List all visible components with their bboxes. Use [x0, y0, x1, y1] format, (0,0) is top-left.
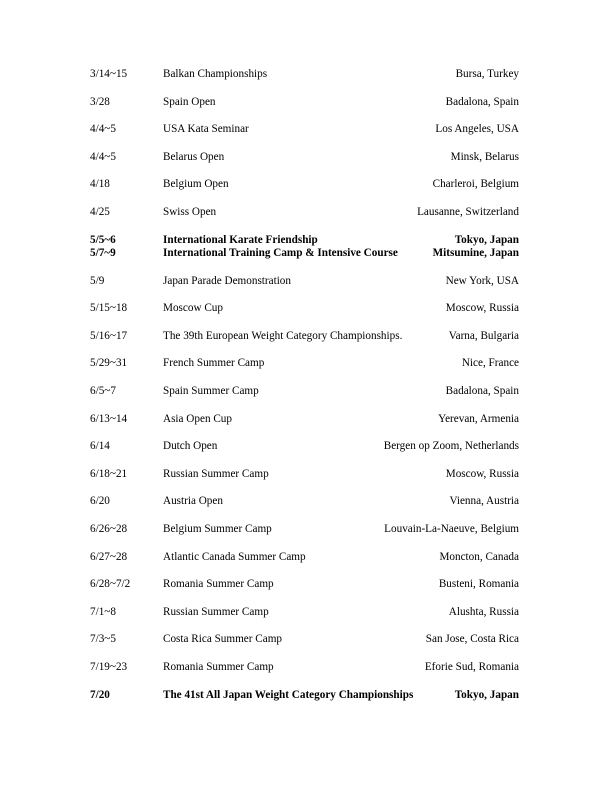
event-title: USA Kata Seminar: [163, 123, 249, 136]
event-date: 6/5~7: [90, 385, 116, 398]
schedule-row: [90, 123, 519, 136]
schedule-row: [90, 440, 519, 453]
event-date: 7/1~8: [90, 605, 116, 618]
event-venue: Eforie Sud, Romania: [424, 660, 519, 673]
event-venue: Badalona, Spain: [445, 95, 519, 108]
event-title: The 39th European Weight Category Championships.: [163, 329, 403, 342]
schedule-row: [90, 413, 519, 426]
event-venue: Tokyo, Japan: [454, 688, 519, 701]
event-venue: Lausanne, Switzerland: [417, 205, 519, 218]
schedule-row: [90, 302, 519, 315]
event-date: 6/14: [90, 440, 110, 453]
event-venue: Varna, Bulgaria: [448, 329, 519, 342]
event-date: 3/14~15: [90, 68, 128, 80]
event-date: 7/19~23: [90, 660, 128, 673]
event-date: 6/28~7/2: [90, 578, 131, 591]
event-title: Balkan Championships: [163, 68, 268, 80]
schedule-row: [90, 247, 519, 260]
event-title: Atlantic Canada Summer Camp: [163, 550, 306, 563]
schedule-row: [90, 633, 519, 646]
event-date: 7/3~5: [90, 633, 116, 646]
schedule-row: [90, 661, 519, 674]
event-venue: Los Angeles, USA: [435, 123, 519, 136]
event-venue: Busteni, Romania: [438, 578, 519, 591]
event-venue: Alushta, Russia: [448, 605, 519, 618]
schedule-table: [90, 68, 519, 716]
event-title: Belarus Open: [163, 150, 225, 163]
event-title: International Training Camp & Intensive Course: [163, 247, 398, 260]
event-venue: Nice, France: [461, 357, 519, 370]
event-date: 4/25: [90, 205, 110, 218]
event-venue: Vienna, Austria: [449, 495, 519, 508]
event-title: Moscow Cup: [163, 302, 223, 315]
event-venue: Tokyo, Japan: [454, 233, 519, 246]
event-date: 4/4~5: [90, 123, 116, 136]
event-venue: New York, USA: [445, 274, 519, 287]
event-date: 5/29~31: [90, 357, 128, 370]
schedule-row: [90, 523, 519, 536]
schedule-row: [90, 495, 519, 508]
event-title: Russian Summer Camp: [163, 467, 269, 480]
event-date: 5/5~6: [90, 233, 116, 246]
event-date: 5/15~18: [90, 302, 128, 315]
event-title: Swiss Open: [163, 205, 217, 218]
event-title: Japan Parade Demonstration: [163, 274, 291, 287]
event-venue: Charleroi, Belgium: [432, 178, 519, 191]
schedule-row: [90, 68, 519, 81]
event-date: 3/28: [90, 95, 110, 108]
event-date: 5/16~17: [90, 329, 128, 342]
event-title: International Karate Friendship: [163, 233, 318, 246]
schedule-row: [90, 234, 519, 247]
event-title: Romania Summer Camp: [163, 660, 274, 673]
event-title: Russian Summer Camp: [163, 605, 269, 618]
event-title: Belgium Summer Camp: [163, 523, 272, 535]
event-title: Dutch Open: [163, 440, 218, 453]
event-date: 5/7~9: [90, 247, 116, 260]
event-title: Belgium Open: [163, 178, 229, 191]
schedule-row: [90, 330, 519, 343]
event-venue: Badalona, Spain: [445, 385, 519, 398]
schedule-row: [90, 178, 519, 191]
event-venue: Moscow, Russia: [445, 302, 519, 315]
schedule-row: [90, 468, 519, 481]
event-venue: Bergen op Zoom, Netherlands: [383, 440, 519, 453]
event-date: 7/20: [90, 688, 110, 701]
event-venue: Louvain-La-Naeuve, Belgium: [384, 523, 519, 535]
event-date: 6/13~14: [90, 412, 128, 425]
event-date: 4/4~5: [90, 150, 116, 163]
schedule-row: [90, 357, 519, 370]
event-title: Austria Open: [163, 495, 223, 508]
event-venue: Yerevan, Armenia: [438, 412, 519, 425]
schedule-row: [90, 385, 519, 398]
event-date: 6/27~28: [90, 550, 128, 563]
schedule-row: [90, 551, 519, 564]
schedule-row: [90, 689, 519, 702]
event-date: 4/18: [90, 178, 110, 191]
schedule-row: [90, 96, 519, 109]
event-date: 6/18~21: [90, 467, 128, 480]
schedule-row: [90, 275, 519, 288]
schedule-row: [90, 151, 519, 164]
event-title: The 41st All Japan Weight Category Championships: [163, 688, 414, 701]
schedule-row: [90, 606, 519, 619]
event-venue: San Jose, Costa Rica: [425, 633, 519, 646]
schedule-row: [90, 206, 519, 219]
event-date: 5/9: [90, 274, 105, 287]
schedule-row: [90, 578, 519, 591]
event-venue: Minsk, Belarus: [450, 150, 519, 163]
event-venue: Mitsumine, Japan: [432, 247, 519, 260]
event-title: Spain Open: [163, 95, 216, 108]
event-venue: Moscow, Russia: [445, 467, 519, 480]
event-title: Costa Rica Summer Camp: [163, 633, 283, 646]
event-venue: Bursa, Turkey: [455, 68, 519, 80]
event-title: Romania Summer Camp: [163, 578, 274, 591]
event-title: Asia Open Cup: [163, 412, 232, 425]
event-title: Spain Summer Camp: [163, 385, 259, 398]
event-date: 6/20: [90, 495, 110, 508]
event-date: 6/26~28: [90, 523, 128, 535]
event-venue: Moncton, Canada: [439, 550, 519, 563]
event-title: French Summer Camp: [163, 357, 265, 370]
